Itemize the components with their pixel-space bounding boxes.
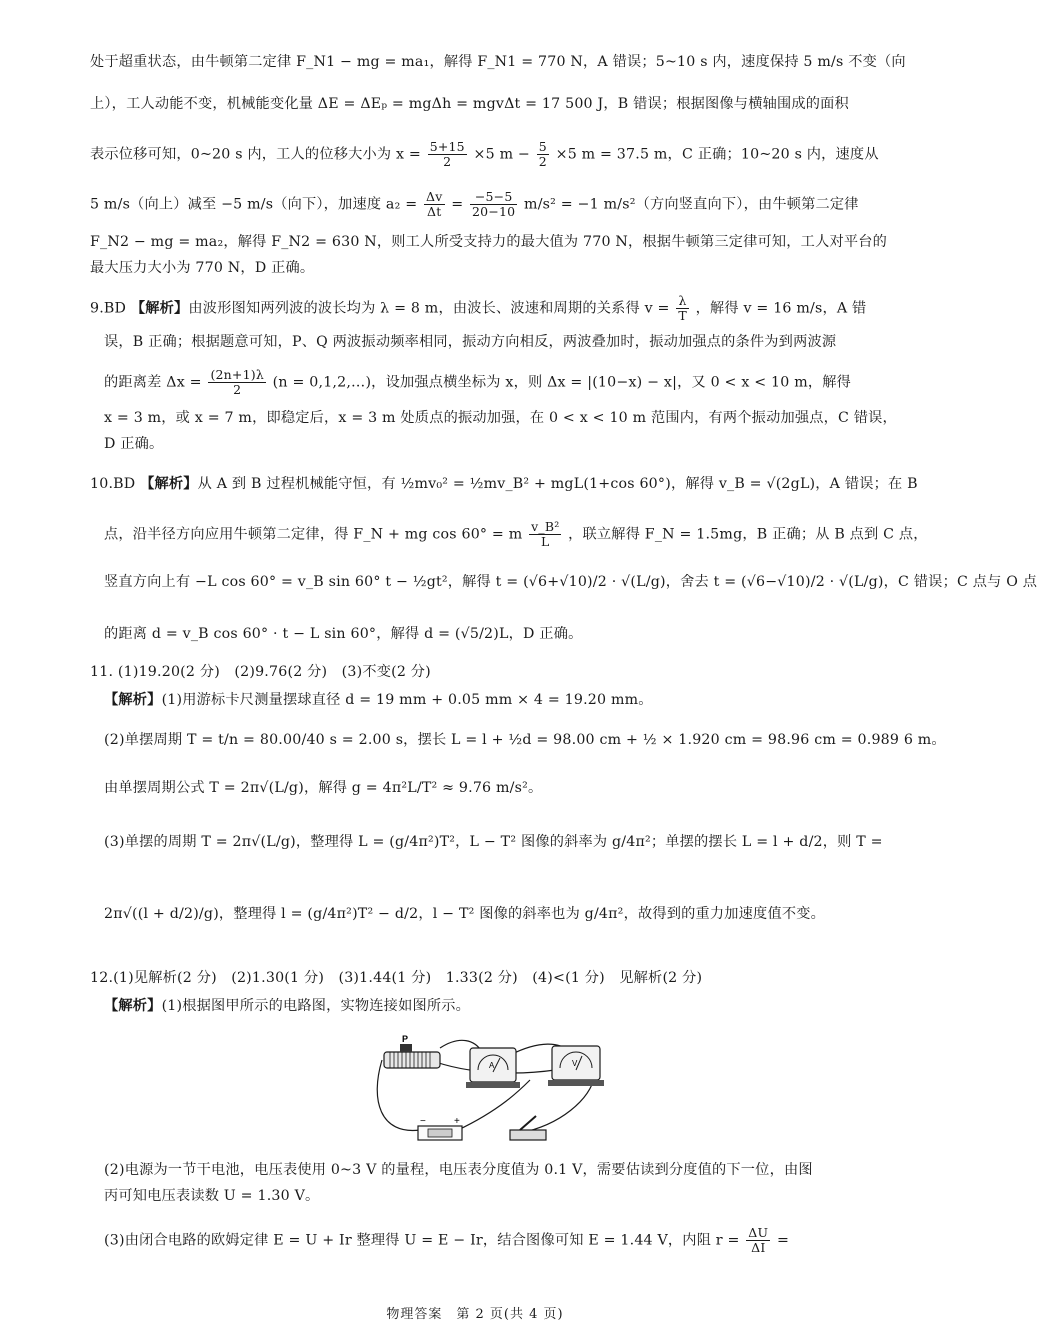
q12-line-2: (2)电源为一节干电池，电压表使用 0~3 V 的量程，电压表分度值为 0.1 V，需要估读到分度值的下一位，由图 bbox=[104, 1162, 813, 1178]
q12-line-1: 【解析】(1)根据图甲所示的电路图，实物连接如图所示。 bbox=[104, 998, 471, 1014]
q10-answer: 10.BD bbox=[90, 476, 136, 492]
q8-line-3: 表示位移可知，0~20 s 内，工人的位移大小为 x = $\frac{5+15}{2}$ ×5 m − $\frac{5}{2}$ ×5 m = 37.5 m，C 正确；10~20 s 内，速度从 bbox=[90, 139, 879, 169]
q10-line-2: 点，沿半径方向应用牛顿第二定律，得 F_N + mg cos 60° = m $\frac{\text{v\_B²}}{L}$ ，联立解得 F_N = 1.5mg，B 正确；从 B 点到 C 点， bbox=[104, 519, 928, 549]
ammeter bbox=[466, 1048, 520, 1088]
q10-line-4: 的距离 d = v_B cos 60° · t − L sin 60°，解得 d = (√5/2)L，D 正确。 bbox=[104, 626, 583, 642]
q12-line-4: (3)由闭合电路的欧姆定律 E = U + Ir 整理得 U = E − Ir，结合图像可知 E = 1.44 V，内阻 r = $\frac{\Delta U}{\Delta I}$ = bbox=[104, 1225, 790, 1255]
q9-line-1: 9.BD 【解析】由波形图知两列波的波长均为 λ = 8 m，由波长、波速和周期的关系得 v = $\frac{\lambda}{T}$ ，解得 v = 16 m/s，A 错 bbox=[90, 293, 867, 323]
q11-line-2: (2)单摆周期 T = t/n = 80.00/40 s = 2.00 s，摆长 L = l + ½d = 98.00 cm + ½ × 1.920 cm = 98.96 cm = 0.989 6 m。 bbox=[104, 732, 946, 748]
fraction: $\frac{5+15}{2}$ bbox=[429, 139, 465, 169]
q8-line-6: 最大压力大小为 770 N，D 正确。 bbox=[90, 260, 315, 276]
voltmeter bbox=[548, 1046, 604, 1086]
q9-line-4: x = 3 m，或 x = 7 m，即稳定后，x = 3 m 处质点的振动加强，在 0 < x < 10 m 范围内，有两个振动加强点，C 错误， bbox=[104, 410, 897, 426]
q9-answer: 9.BD bbox=[90, 300, 127, 317]
fraction: $\frac{\Delta v}{\Delta t}$ bbox=[426, 189, 443, 219]
q8-line-2: 上），工人动能不变，机械能变化量 ΔE = ΔEₚ = mgΔh = mgvΔt = 17 500 J，B 错误；根据图像与横轴围成的面积 bbox=[90, 96, 849, 112]
analysis-tag: 【解析】 bbox=[104, 998, 162, 1014]
svg-text:−: − bbox=[420, 1116, 426, 1127]
fraction: $\frac{-5-5}{20-10}$ bbox=[472, 189, 516, 219]
q11-line-3: 由单摆周期公式 T = 2π√(L/g)，解得 g = 4π²L/T² ≈ 9.76 m/s²。 bbox=[104, 780, 543, 796]
fraction: $\frac{5}{2}$ bbox=[538, 139, 547, 169]
analysis-tag: 【解析】 bbox=[140, 476, 198, 492]
rheostat bbox=[384, 1034, 440, 1068]
wire bbox=[377, 1060, 420, 1130]
q9-line-3: 的距离差 Δx = $\frac{(2n+1)\lambda}{2}$ (n = 0,1,2,…)，设加强点横坐标为 x，则 Δx = |(10−x) − x|，又 0 < x < 10 m，解得 bbox=[104, 367, 852, 397]
analysis-tag: 【解析】 bbox=[130, 300, 189, 317]
q12-answer: 12.(1)见解析(2 分) (2)1.30(1 分) (3)1.44(1 分) 1.33(2 分) (4)<(1 分) 见解析(2 分) bbox=[90, 970, 703, 986]
svg-text:A: A bbox=[489, 1061, 495, 1070]
battery bbox=[418, 1116, 462, 1140]
q8-line-1: 处于超重状态，由牛顿第二定律 F_N1 − mg = ma₁，解得 F_N1 = 770 N，A 错误；5~10 s 内，速度保持 5 m/s 不变（向 bbox=[90, 54, 906, 70]
q8-line-4: 5 m/s（向上）减至 −5 m/s（向下），加速度 a₂ = $\frac{\Delta v}{\Delta t}$ = $\frac{-5-5}{20-10}$ m/s² = −1 m/s²（方向竖直向下），由牛顿第二定律 bbox=[90, 189, 859, 219]
q11-line-1: 【解析】(1)用游标卡尺测量摆球直径 d = 19 mm + 0.05 mm × 4 = 19.20 mm。 bbox=[104, 692, 653, 708]
fraction: $\frac{\text{v\_B²}}{L}$ bbox=[531, 519, 560, 549]
q12-line-3: 丙可知电压表读数 U = 1.30 V。 bbox=[104, 1188, 320, 1204]
fraction: $\frac{(2n+1)\lambda}{2}$ bbox=[210, 367, 264, 397]
q8-line-5: F_N2 − mg = ma₂，解得 F_N2 = 630 N，则工人所受支持力的最大值为 770 N，根据牛顿第三定律可知，工人对平台的 bbox=[90, 234, 888, 250]
q10-line-1: 10.BD 【解析】从 A 到 B 过程机械能守恒，有 ½mv₀² = ½mv_B² + mgL(1+cos 60°)，解得 v_B = √(2gL)，A 错误；在 B bbox=[90, 476, 918, 492]
circuit-diagram bbox=[370, 1030, 610, 1150]
q11-line-4: (3)单摆的周期 T = 2π√(L/g)，整理得 L = (g/4π²)T²，L − T² 图像的斜率为 g/4π²；单摆的摆长 L = l + d/2，则 T = bbox=[104, 834, 883, 850]
q11-answer: 11. (1)19.20(2 分) (2)9.76(2 分) (3)不变(2 分) bbox=[90, 664, 431, 680]
q10-line-3: 竖直方向上有 −L cos 60° = v_B sin 60° t − ½gt²，解得 t = (√6+√10)/2 · √(L/g)，舍去 t = (√6−√10)/2 · √(L/g)，C 错误；C 点与 O 点 bbox=[104, 574, 1037, 590]
fraction: $\frac{\Delta U}{\Delta I}$ bbox=[748, 1225, 769, 1255]
analysis-tag: 【解析】 bbox=[104, 692, 162, 708]
switch bbox=[510, 1116, 546, 1140]
svg-text:V: V bbox=[572, 1059, 578, 1068]
fraction: $\frac{\lambda}{T}$ bbox=[678, 293, 687, 323]
q9-line-2: 误，B 正确；根据题意可知，P、Q 两波振动频率相同，振动方向相反，两波叠加时，振动加强点的条件为到两波源 bbox=[104, 334, 837, 350]
slider-label: P bbox=[402, 1034, 409, 1044]
svg-text:+: + bbox=[454, 1116, 460, 1127]
q11-line-5: 2π√((l + d/2)/g)，整理得 l = (g/4π²)T² − d/2，l − T² 图像的斜率也为 g/4π²，故得到的重力加速度值不变。 bbox=[104, 906, 825, 922]
q9-line-5: D 正确。 bbox=[104, 436, 164, 452]
page-footer: 物理答案 第 2 页(共 4 页) bbox=[386, 1307, 564, 1322]
